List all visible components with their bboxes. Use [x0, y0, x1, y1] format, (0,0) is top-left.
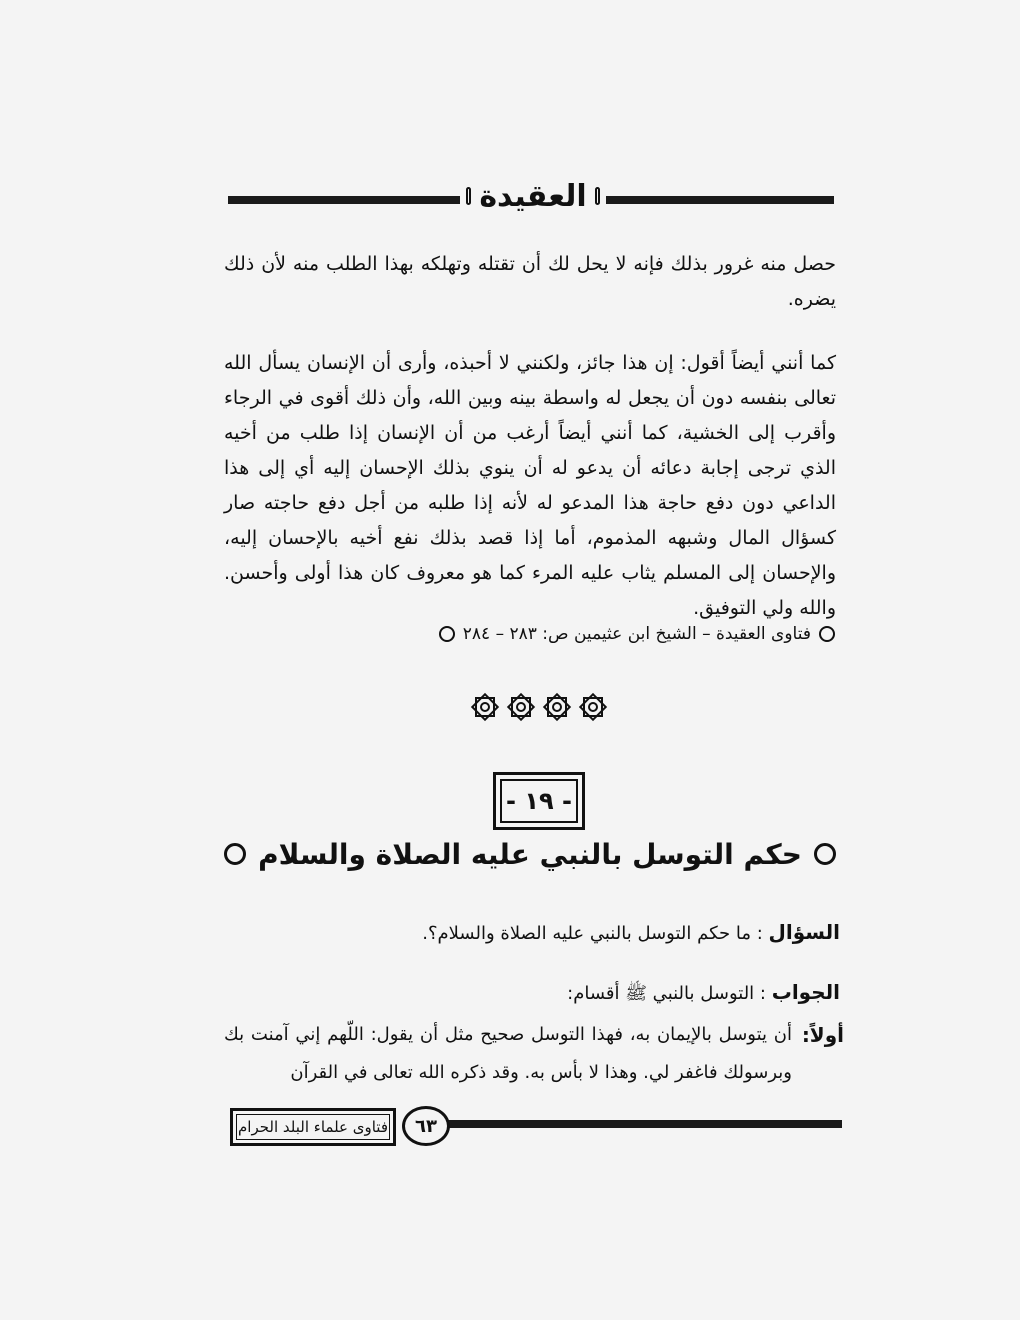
main-paragraph: كما أنني أيضاً أقول: إن هذا جائز، ولكنني لا أحبذه، وأرى أن الإنسان يسأل الله تعالى بنفسه دون أن يجعل له واسطة بينه وبين الله، وأن ذلك أقوى في الرجاء وأقرب إلى الخشية، كما أنني أيضاً أرغب من أن الإنسان إذا طلب من أخيه الذي ترجى إجابة دعائه أن يدعو له أن ينوي بذلك الإحسان إليه أي إلى هذا الداعي دون دفع حاجة هذا المدعو له لأنه إذا طلبه من أجل دفع حاجته صار كسؤال المال وشبهه المذموم، أما إذا قصد بذلك نفع أخيه بالإحسان إليه، والإحسان إلى المسلم يثاب عليه المرء كما هو معروف كان هذا أولى وأحسن. والله ولي التوفيق.: [224, 352, 836, 619]
footer-book-title: فتاوى علماء البلد الحرام: [236, 1114, 390, 1140]
answer-label: الجواب: [771, 980, 840, 1004]
footer-rule: [446, 1120, 842, 1128]
fatwa-number-box: [493, 772, 585, 830]
source-text: فتاوى العقيدة – الشيخ ابن عثيمين ص: ٢٨٣ – ٢٨٤: [462, 624, 811, 644]
star-ornament-icon: [578, 692, 608, 722]
page-number: ٦٣: [402, 1106, 450, 1146]
header-title: العقيدة: [479, 178, 587, 214]
fatwa-heading: [224, 832, 836, 876]
question-label: السؤال: [768, 920, 840, 944]
square-ornament-icon: [466, 187, 471, 205]
answer-text: التوسل بالنبي ﷺ أقسام:: [567, 983, 755, 1004]
star-ornament-icon: [506, 692, 536, 722]
circle-bullet-icon: [819, 626, 835, 642]
header-title-box: [466, 174, 600, 218]
fatwa-title: حكم التوسل بالنبي عليه الصلاة والسلام: [258, 837, 802, 871]
footer-book-title-box: [230, 1108, 396, 1146]
source-reference: [232, 624, 835, 644]
star-ornament-icon: [542, 692, 572, 722]
question: السؤال : ما حكم التوسل بالنبي عليه الصلاة والسلام؟.: [422, 920, 840, 944]
answer-point-first: [224, 1016, 844, 1092]
continuation-paragraph: حصل منه غرور بذلك فإنه لا يحل لك أن تقتله وتهلكه بهذا الطلب منه لأن ذلك يضره.: [224, 253, 836, 310]
circle-bullet-icon: [439, 626, 455, 642]
section-divider-ornaments: [470, 692, 608, 722]
circle-bullet-icon: [814, 843, 836, 865]
star-ornament-icon: [470, 692, 500, 722]
question-text: ما حكم التوسل بالنبي عليه الصلاة والسلام؟.: [422, 923, 751, 944]
point-text: أن يتوسل بالإيمان به، فهذا التوسل صحيح مثل أن يقول: اللّهم إني آمنت بك وبرسولك فاغفر لي. وهذا لا بأس به. وقد ذكره الله تعالى في القرآن: [224, 1024, 792, 1083]
circle-bullet-icon: [224, 843, 246, 865]
header-rule-right: [606, 196, 834, 204]
point-label: أولاً:: [801, 1023, 844, 1047]
header-rule-left: [228, 196, 460, 204]
answer: الجواب : التوسل بالنبي ﷺ أقسام:: [567, 980, 840, 1004]
fatwa-number: - ١٩ -: [500, 779, 578, 823]
square-ornament-icon: [595, 187, 600, 205]
